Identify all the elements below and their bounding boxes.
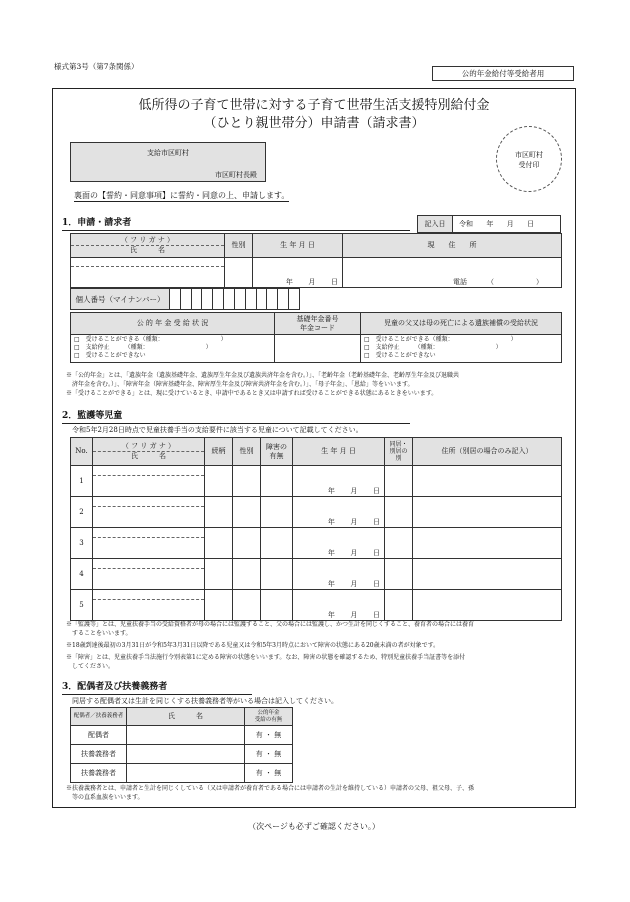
applicant-name-field[interactable] <box>71 258 225 288</box>
section1-underline <box>62 230 410 231</box>
child-address-field[interactable] <box>413 528 562 559</box>
child-birth-month: 月 <box>350 611 358 619</box>
children-gender-header: 性別 <box>233 438 261 466</box>
child-relation-field[interactable] <box>205 497 233 528</box>
children-furigana-label: （ フ リ ガ ナ ） <box>93 442 204 452</box>
survivor-option-suspended[interactable]: □ 支給停止 （種類： ） <box>364 344 502 351</box>
child-address-field[interactable] <box>413 590 562 621</box>
child-birth-day: 日 <box>373 611 380 619</box>
table-row <box>71 590 562 621</box>
child-name-field[interactable] <box>93 559 205 590</box>
applicant-birth-label: 生 年 月 日 <box>253 234 343 258</box>
pension-option-none[interactable]: □ 受けることができない <box>74 352 146 359</box>
table-row <box>71 466 562 497</box>
child-gender-field[interactable] <box>233 497 261 528</box>
child-gender-field[interactable] <box>233 559 261 590</box>
mynumber-digit-7[interactable] <box>234 289 245 310</box>
applicant-address-field[interactable] <box>343 258 562 288</box>
household-type-header: 配偶者／扶養義務者 <box>71 708 127 726</box>
section3-heading: 3．配偶者及び扶養義務者 <box>62 682 168 692</box>
child-birth-field[interactable] <box>293 590 385 621</box>
child-relation-field[interactable] <box>205 528 233 559</box>
pension-option-suspended[interactable]: □ 支給停止 （種類： ） <box>74 344 212 351</box>
child-address-field[interactable] <box>413 466 562 497</box>
children-table <box>70 437 562 621</box>
child-name-field[interactable] <box>93 590 205 621</box>
child-cohab-field[interactable] <box>385 497 413 528</box>
child-birth-year: 年 <box>327 487 335 495</box>
child-relation-field[interactable] <box>205 590 233 621</box>
child-birth-month: 月 <box>350 518 358 526</box>
applicant-table <box>70 233 562 288</box>
applicant-gender-label: 性別 <box>225 234 253 258</box>
entry-date-month: 月 <box>506 219 514 228</box>
applicant-phone-label: 電話 <box>453 278 467 286</box>
child-furigana-field[interactable] <box>93 497 204 507</box>
applicant-address-label: 現 住 所 <box>343 234 562 258</box>
child-row-number: 3 <box>71 528 93 559</box>
child-birth-field[interactable] <box>293 528 385 559</box>
entry-date-label: 記入日 <box>418 216 453 233</box>
section1-note-1: ※「公的年金」とは、「遺族年金（遺族基礎年金、遺族厚生年金及び遺族共済年金を含む。）」、「老齢年金（老齢基礎年金、老齢厚生年金及び退職共 <box>66 372 460 379</box>
child-row-number: 4 <box>71 559 93 590</box>
household-type-spouse: 配偶者 <box>71 726 127 745</box>
title-line2: （ひとり親世帯分）申請書（請求書） <box>203 116 425 131</box>
reception-stamp-circle <box>496 126 562 192</box>
child-furigana-field[interactable] <box>93 559 204 569</box>
child-gender-field[interactable] <box>233 590 261 621</box>
children-name-header <box>93 438 205 466</box>
section3-note-1: ※扶養義務者とは、申請者と生計を同じくしている（又は申請者が養育者である場合には申請者の生計を維持している）申請者の父母、祖父母、子、孫 <box>66 785 475 792</box>
household-table <box>70 707 293 783</box>
child-birth-day: 日 <box>373 518 380 526</box>
household-pension-header: 公的年金 受給の有無 <box>245 708 293 726</box>
children-cohab-header: 同居・ 別居の 別 <box>385 438 413 466</box>
section2-note-2: することをいいます。 <box>66 630 132 637</box>
footer-note: （次ページも必ずご確認ください。） <box>248 822 380 831</box>
pledge-text: 裏面の【誓約・同意事項】に誓約・同意の上、申請します。 <box>74 191 290 200</box>
household-name-field[interactable] <box>127 745 245 764</box>
household-pension-yesno[interactable]: 有 ・ 無 <box>245 745 293 764</box>
child-row-number: 5 <box>71 590 93 621</box>
child-birth-month: 月 <box>350 549 358 557</box>
form-number: 様式第3号（第7条関係） <box>54 62 139 71</box>
pension-status-options <box>71 335 275 363</box>
corner-label: 公的年金給付等受給者用 <box>461 69 545 78</box>
pension-table <box>70 312 562 363</box>
table-row <box>71 497 562 528</box>
mynumber-digit-9[interactable] <box>256 289 267 310</box>
mynumber-digit-8[interactable] <box>245 289 256 310</box>
applicant-gender-field[interactable] <box>225 258 253 288</box>
child-row-number: 2 <box>71 497 93 528</box>
table-row <box>71 559 562 590</box>
applicant-name-header <box>71 234 225 258</box>
children-relation-header: 続柄 <box>205 438 233 466</box>
child-furigana-field[interactable] <box>93 466 204 476</box>
survivor-status-options <box>361 335 562 363</box>
household-pension-yesno[interactable]: 有 ・ 無 <box>245 726 293 745</box>
survivor-status-label: 児童の父又は母の死亡による遺族補償の受給状況 <box>361 313 562 335</box>
entry-date-field[interactable] <box>453 216 561 233</box>
table-row <box>71 745 293 764</box>
applicant-furigana-field[interactable] <box>71 258 224 267</box>
child-birth-day: 日 <box>373 549 380 557</box>
mynumber-digit-10[interactable] <box>267 289 278 310</box>
child-furigana-field[interactable] <box>93 528 204 538</box>
child-address-field[interactable] <box>413 559 562 590</box>
corner-label-box <box>432 66 574 81</box>
child-disability-field[interactable] <box>261 466 293 497</box>
pension-option-receivable[interactable]: □ 受けることができる（種類： ） <box>74 336 227 343</box>
mynumber-digit-4[interactable] <box>202 289 213 310</box>
child-cohab-field[interactable] <box>385 590 413 621</box>
child-birth-year: 年 <box>327 611 335 619</box>
child-cohab-field[interactable] <box>385 559 413 590</box>
table-row <box>71 764 293 783</box>
mynumber-digit-2[interactable] <box>180 289 191 310</box>
section1-heading: 1．申請・請求者 <box>62 218 132 228</box>
child-birth-field[interactable] <box>293 497 385 528</box>
child-furigana-field[interactable] <box>93 590 204 600</box>
child-name-field[interactable] <box>93 497 205 528</box>
child-birth-field[interactable] <box>293 466 385 497</box>
section2-note-4: ※「障害」とは、児童扶養手当法施行令別表第1に定める障害の状態をいいます。なお、障害の状態を確認するため、特別児童扶養手当証書等を添付 <box>66 654 466 661</box>
applicant-furigana-label: （ フ リ ガ ナ ） <box>71 236 224 246</box>
household-type-dependent: 扶養義務者 <box>71 764 127 783</box>
child-birth-year: 年 <box>327 549 335 557</box>
section1-note-3: ※「受けることができる」とは、現に受けているとき、申請中であるとき又は申請すれば受けることができる状態にあるときをいいます。 <box>66 390 438 397</box>
municipality-box <box>70 142 266 182</box>
title-line1: 低所得の子育て世帯に対する子育て世帯生活支援特別給付金 <box>138 98 490 113</box>
applicant-birth-field[interactable] <box>253 258 343 288</box>
child-birth-day: 日 <box>373 580 380 588</box>
mynumber-label: 個人番号（マイナンバー） <box>71 289 170 310</box>
child-name-field[interactable] <box>93 466 205 497</box>
mynumber-digit-5[interactable] <box>213 289 224 310</box>
section2-note-5: してください。 <box>66 663 115 670</box>
child-cohab-field[interactable] <box>385 466 413 497</box>
children-name-label: 氏 名 <box>131 452 166 460</box>
section3-note-2: 等の直系血族をいいます。 <box>66 794 144 801</box>
pension-status-label: 公 的 年 金 受 給 状 況 <box>71 313 275 335</box>
child-birth-field[interactable] <box>293 559 385 590</box>
survivor-option-receivable[interactable]: □ 受けることができる（種類： ） <box>364 336 517 343</box>
section2-intro: 令和5年2月28日時点で児童扶養手当の支給要件に該当する児童について記載してください。 <box>72 426 363 434</box>
child-disability-field[interactable] <box>261 590 293 621</box>
household-name-field[interactable] <box>127 764 245 783</box>
child-disability-field[interactable] <box>261 559 293 590</box>
children-address-header: 住所（別居の場合のみ記入） <box>413 438 562 466</box>
child-cohab-field[interactable] <box>385 528 413 559</box>
section3-underline <box>62 694 252 695</box>
child-disability-field[interactable] <box>261 528 293 559</box>
applicant-name-label: 氏 名 <box>130 246 165 254</box>
applicant-birth-year: 年 <box>285 278 293 286</box>
child-disability-field[interactable] <box>261 497 293 528</box>
mynumber-table <box>70 288 300 310</box>
child-address-field[interactable] <box>413 497 562 528</box>
pension-code-label: 基礎年金番号 年金コード <box>275 313 361 335</box>
applicant-birth-month: 月 <box>308 278 316 286</box>
section2-note-3: ※18歳到達後最初の3月31日が令和5年3月31日以降である児童又は令和5年3月時点において障害の状態にある20歳未満の者が対象です。 <box>66 642 440 649</box>
child-birth-year: 年 <box>327 580 335 588</box>
table-row <box>71 528 562 559</box>
stamp-line2: 受付印 <box>518 161 540 169</box>
mayor-label: 市区町村長殿 <box>215 171 257 179</box>
child-birth-day: 日 <box>373 487 380 495</box>
child-name-field[interactable] <box>93 528 205 559</box>
section2-heading: 2．監護等児童 <box>62 411 123 421</box>
mynumber-digit-12[interactable] <box>289 289 300 310</box>
section2-note-1: ※「監護等」とは、児童扶養手当の受給資格者が母の場合には監護すること、父の場合には監護し、かつ生計を同じくすること、養育者の場合には養育 <box>66 621 475 628</box>
child-gender-field[interactable] <box>233 528 261 559</box>
child-row-number: 1 <box>71 466 93 497</box>
entry-date-table <box>417 215 561 233</box>
children-no-header: No. <box>71 438 93 466</box>
children-disability-header: 障害の 有無 <box>261 438 293 466</box>
entry-date-day: 日 <box>527 219 535 228</box>
mynumber-digit-1[interactable] <box>170 289 181 310</box>
section2-underline <box>62 423 410 424</box>
mynumber-digit-6[interactable] <box>224 289 235 310</box>
child-birth-year: 年 <box>327 518 335 526</box>
stamp-line1: 市区町村 <box>515 151 543 159</box>
household-name-header: 氏 名 <box>127 708 245 726</box>
survivor-option-none[interactable]: □ 受けることができない <box>364 352 436 359</box>
table-row <box>71 726 293 745</box>
children-birth-header: 生 年 月 日 <box>293 438 385 466</box>
child-gender-field[interactable] <box>233 466 261 497</box>
child-relation-field[interactable] <box>205 466 233 497</box>
municipality-label: 支給市区町村 <box>147 149 189 157</box>
mynumber-digit-3[interactable] <box>191 289 202 310</box>
entry-date-year: 年 <box>486 219 494 228</box>
mynumber-digit-11[interactable] <box>278 289 289 310</box>
household-pension-yesno[interactable]: 有 ・ 無 <box>245 764 293 783</box>
child-birth-month: 月 <box>350 487 358 495</box>
section3-intro: 同居する配偶者又は生計を同じくする扶養義務者等がいる場合は記入してください。 <box>72 697 338 705</box>
applicant-birth-day: 日 <box>331 278 338 286</box>
household-type-dependent: 扶養義務者 <box>71 745 127 764</box>
pension-code-field[interactable] <box>275 335 361 363</box>
child-birth-month: 月 <box>350 580 358 588</box>
child-relation-field[interactable] <box>205 559 233 590</box>
section1-note-2: 済年金を含む。）」、「障害年金（障害基礎年金、障害厚生年金及び障害共済年金を含む。）」、「母子年金」、「恩給」等をいいます。 <box>66 381 414 388</box>
household-name-field[interactable] <box>127 726 245 745</box>
applicant-phone-field[interactable]: （ ） <box>487 278 544 286</box>
entry-date-era: 令和 <box>459 219 473 228</box>
